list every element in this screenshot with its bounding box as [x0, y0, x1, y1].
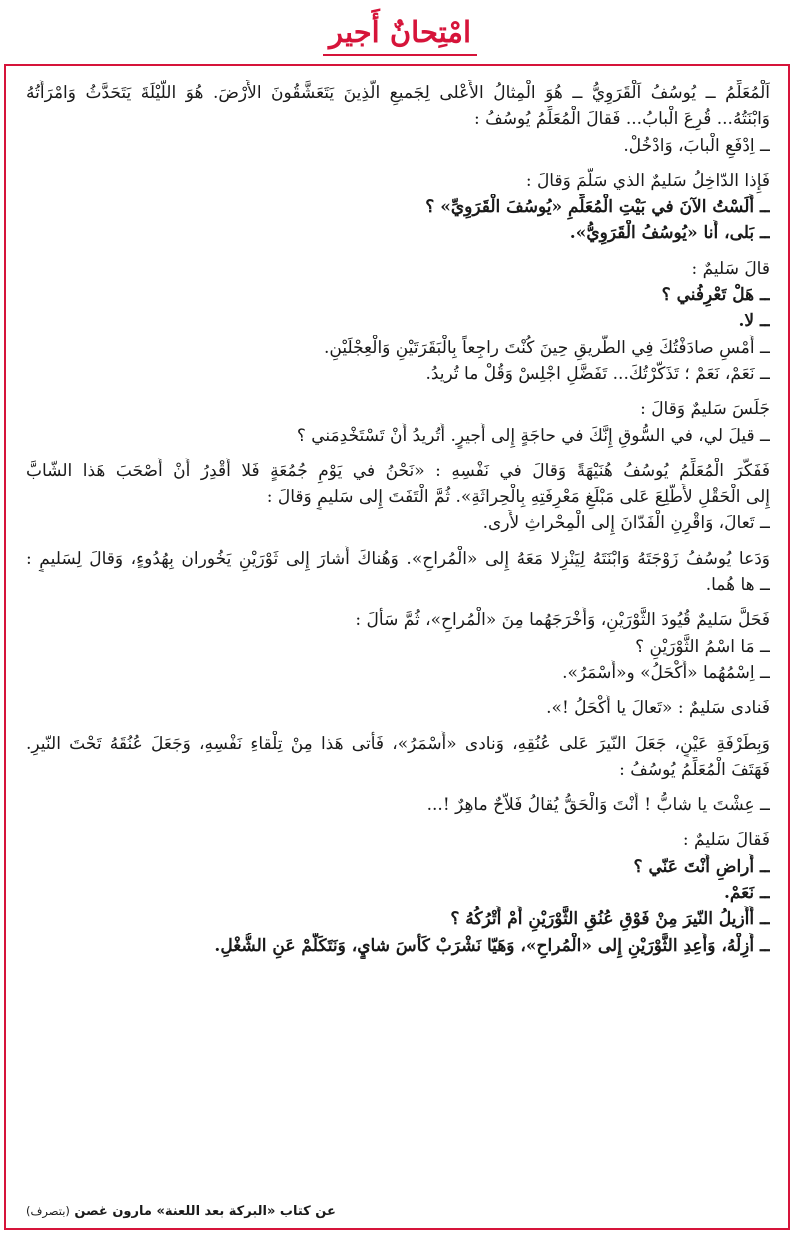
text-line: قالَ سَليمٌ : [691, 258, 770, 279]
source-note: (بتصرف) [26, 1204, 70, 1218]
text-line: ــ نَعَمْ، نَعَمْ ؛ تَذَكَّرْتُكَ... تَفَضَّلِ اجْلِسْ وَقُلْ ما تُريدُ. [425, 363, 770, 384]
text-line: وَبِطَرْفَةِ عَيْنٍ، جَعَلَ النّيرَ عَلى عُنُقِهِ، وَنادى «أَسْمَرُ»، فَأَتى هَذا مِنْ تِلْقاءِ نَفْسِهِ، وَجَعَلَ عُنُقَهُ تَحْتَ النّيرِ. [26, 733, 770, 754]
text-line: فَنادى سَليمٌ : «تَعالَ يا أَكْحَلُ !». [546, 698, 770, 719]
source-citation [26, 1200, 770, 1222]
text-line: جَلَسَ سَليمٌ وَقالَ : [640, 399, 770, 420]
text-line: فَإِذا الدّاخِلُ سَليمٌ الذي سَلَّمَ وَقالَ : [525, 170, 770, 191]
text-line: ــ أَلَسْتُ الآنَ في بَيْتِ الْمُعَلِّمِ «يُوسُفَ الْقَرَوِيِّ» ؟ [425, 197, 770, 218]
text-line: ــ اِدْفَعِ الْبابَ، وَادْخُلْ. [623, 135, 770, 156]
text-line: ــ أَزِلْهُ، وَأَعِدِ الثَّوْرَيْنِ إِلى «الْمُراحِ»، وَهَيّا نَشْرَبْ كَأْسَ شايٍ، وَنَتَكَلَّمْ عَنِ الشُّغْلِ. [214, 935, 770, 956]
title-text: امْتِحانٌ أَجير [323, 10, 477, 56]
text-line: وَدَعا يُوسُفُ زَوْجَتَهُ وَابْنَتَهُ لِيَنْزِلا مَعَهُ إِلى «الْمُراحِ». وَهُناكَ أَشارَ إِلى ثَوْرَيْنِ يَخُوران بِهُدُوءٍ، وَقالَ لِسَليمٍ : [26, 548, 770, 569]
text-line: ــ ها هُما. [705, 575, 770, 596]
text-line: ــ بَلى، أَنا «يُوسُفُ الْقَرَوِيُّ». [569, 223, 770, 244]
text-line: ــ لا. [738, 311, 770, 332]
text-line: ــ مَا اسْمُ الثَّوْرَيْنِ ؟ [635, 636, 770, 657]
text-line: اَلْمُعَلِّمُ ــ يُوسُفُ اَلْقَرَوِيُّ ــ هُوَ الْمِثالُ الأَعْلى لِجَميعِ الَّذِينَ يَتَعَشَّقُونَ الأَرْضَ. هُوَ اللَّيْلَةَ يَتَحَدَّثُ وَامْرَأَتُهُ [26, 83, 770, 103]
text-line: فَفَكَّرَ الْمُعَلِّمُ يُوسُفُ هُنَيْهَةً وَقالَ في نَفْسِهِ : «نَحْنُ في يَوْمِ جُمُعَةٍ فَلا أَقْدِرُ أَنْ أَصْحَبَ هَذا الشّابَّ [26, 460, 770, 481]
text-line: ــ عِشْتَ يا شابُّ ! أَنْتَ وَالْحَقُّ يُقالُ فَلاّحٌ ماهِرٌ !... [426, 795, 770, 816]
text-line: إِلى الْحَقْلِ لأَطَّلِعَ عَلى مَبْلَغِ مَعْرِفَتِهِ بِالْحِراثَةِ». ثُمَّ الْتَفَتَ إِلى سَليمٍ وَقالَ : [266, 487, 770, 508]
story-frame [4, 64, 790, 1230]
text-line: ــ قيلَ لي، في السُّوقِ إِنَّكَ في حاجَةٍ إِلى أَجيرٍ. أَتُريدُ أَنْ تَسْتَخْدِمَني ؟ [296, 425, 770, 446]
page-title [0, 6, 800, 64]
text-line: وَابْنَتُهُ... قُرِعَ الْبابُ... فَقالَ الْمُعَلِّمُ يُوسُفُ : [474, 109, 770, 130]
text-line: ــ اِسْمُهُما «أَكْحَلُ» و«أَسْمَرُ». [562, 662, 770, 683]
text-line: ــ أَمْسِ صادَفْتُكَ فِي الطَّريقِ حِينَ كُنْتَ راجِعاً بِالْبَقَرَتَيْنِ وَالْعِجْلَيْنِ. [323, 337, 770, 358]
story-body [26, 80, 770, 1198]
text-line: ــ تَعالَ، وَاقْرِنِ الْفَدّانَ إِلى الْمِحْراثِ لأَرى. [482, 513, 770, 534]
text-line: فَقالَ سَليمٌ : [682, 830, 770, 851]
text-line: ــ أَراضٍ أَنْتَ عَنّي ؟ [633, 856, 770, 877]
text-line: ــ هَلْ تَعْرِفُني ؟ [661, 285, 770, 306]
text-line: ــ نَعَمْ. [723, 883, 770, 904]
text-line: فَهَتَفَ الْمُعَلِّمُ يُوسُفُ : [619, 759, 770, 780]
source-text: عن كتاب «البركة بعد اللعنة» مارون غصن [74, 1204, 336, 1219]
text-line: فَحَلَّ سَليمٌ قُيُودَ الثَّوْرَيْنِ، وَأَخْرَجَهُما مِنَ «الْمُراحِ»، ثُمَّ سَأَلَ : [355, 610, 770, 631]
text-line: ــ أَأُزيلُ النّيرَ مِنْ فَوْقِ عُنُقِ الثَّوْرَيْنِ أَمْ أَتْرُكُهُ ؟ [450, 909, 770, 930]
